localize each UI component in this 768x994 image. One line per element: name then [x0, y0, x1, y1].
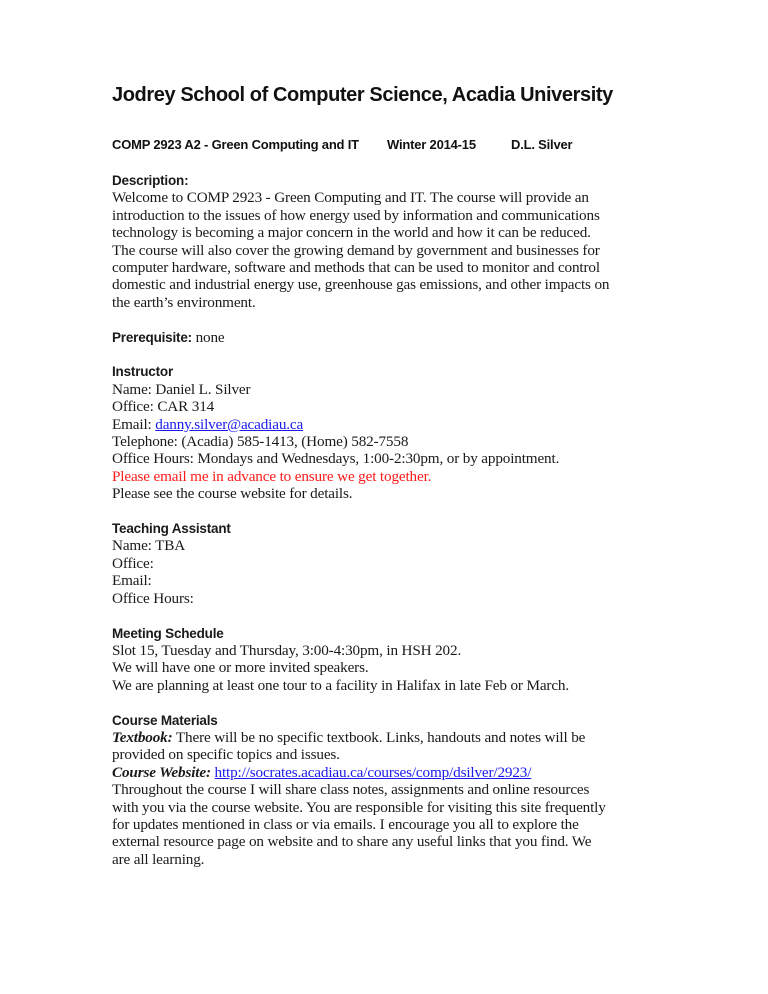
course-instructor: D.L. Silver: [511, 137, 573, 152]
spacer: [112, 694, 712, 711]
document-title: Jodrey School of Computer Science, Acadia University: [112, 84, 613, 106]
description-line: computer hardware, software and methods that can be used to monitor and control: [112, 259, 600, 277]
ta-name: Name: TBA: [112, 537, 186, 555]
ta-heading: Teaching Assistant: [112, 521, 231, 537]
prerequisite-label: Prerequisite:: [112, 329, 192, 345]
description-line: Welcome to COMP 2923 - Green Computing and IT. The course will provide an: [112, 189, 589, 207]
description-section: [112, 172, 712, 311]
prerequisite: [112, 329, 712, 346]
course-website-link[interactable]: http://socrates.acadiau.ca/courses/comp/dsilver/2923/: [214, 763, 532, 781]
meeting-schedule-heading: Meeting Schedule: [112, 625, 224, 641]
description-line: The course will also cover the growing demand by government and businesses for: [112, 241, 600, 259]
meeting-schedule-line: Slot 15, Tuesday and Thursday, 3:00-4:30pm, in HSH 202.: [112, 641, 462, 659]
instructor-office-hours: Office Hours: Mondays and Wednesdays, 1:00-2:30pm, or by appointment.: [112, 450, 560, 468]
course-website-line: are all learning.: [112, 850, 205, 868]
instructor-telephone: Telephone: (Acadia) 585-1413, (Home) 582-7558: [112, 433, 409, 451]
ta-section: [112, 520, 712, 607]
description-line: domestic and industrial energy use, greenhouse gas emissions, and other impacts on: [112, 276, 610, 294]
spacer: [112, 311, 712, 328]
course-website-row: [112, 764, 712, 781]
instructor-heading: Instructor: [112, 364, 174, 380]
ta-office: Office:: [112, 554, 154, 572]
instructor-email-link[interactable]: danny.silver@acadiau.ca: [155, 415, 304, 433]
description-line: the earth’s environment.: [112, 293, 256, 311]
instructor-see-website: Please see the course website for details.: [112, 485, 353, 503]
course-term: Winter 2014-15: [387, 137, 476, 152]
description-line: technology is becoming a major concern in the world and how it can be reduced.: [112, 224, 591, 242]
syllabus-body: [112, 172, 712, 868]
course-materials-section: [112, 712, 712, 869]
course-website-label: Course Website:: [112, 763, 211, 781]
course-code-title: COMP 2923 A2 - Green Computing and IT: [112, 137, 359, 152]
textbook-text: There will be no specific textbook. Links, handouts and notes will be: [172, 728, 586, 746]
ta-email: Email:: [112, 572, 152, 590]
instructor-email-label: Email:: [112, 415, 156, 433]
course-website-line: external resource page on website and to share any useful links that you find. We: [112, 833, 592, 851]
spacer: [112, 346, 712, 363]
meeting-schedule-section: [112, 625, 712, 695]
instructor-name: Name: Daniel L. Silver: [112, 380, 251, 398]
course-website-line: Throughout the course I will share class notes, assignments and online resources: [112, 781, 590, 799]
description-heading: Description:: [112, 173, 189, 188]
course-website-line: with you via the course website. You are responsible for visiting this site frequently: [112, 798, 606, 816]
textbook-text-cont: provided on specific topics and issues.: [112, 746, 340, 764]
course-website-line: for updates mentioned in class or via emails. I encourage you all to explore the: [112, 815, 579, 833]
textbook-label: Textbook:: [112, 728, 173, 746]
instructor-office: Office: CAR 314: [112, 398, 215, 416]
spacer: [112, 607, 712, 624]
meeting-schedule-line: We are planning at least one tour to a facility in Halifax in late Feb or March.: [112, 676, 570, 694]
instructor-notice: Please email me in advance to ensure we get together.: [112, 467, 432, 485]
prerequisite-value: none: [191, 328, 225, 346]
course-materials-heading: Course Materials: [112, 712, 218, 728]
description-line: introduction to the issues of how energy used by information and communications: [112, 206, 600, 224]
meeting-schedule-line: We will have one or more invited speakers.: [112, 659, 369, 677]
spacer: [112, 503, 712, 520]
instructor-section: [112, 363, 712, 502]
textbook-row: [112, 729, 712, 746]
ta-office-hours: Office Hours:: [112, 589, 194, 607]
instructor-email-row: [112, 416, 712, 433]
